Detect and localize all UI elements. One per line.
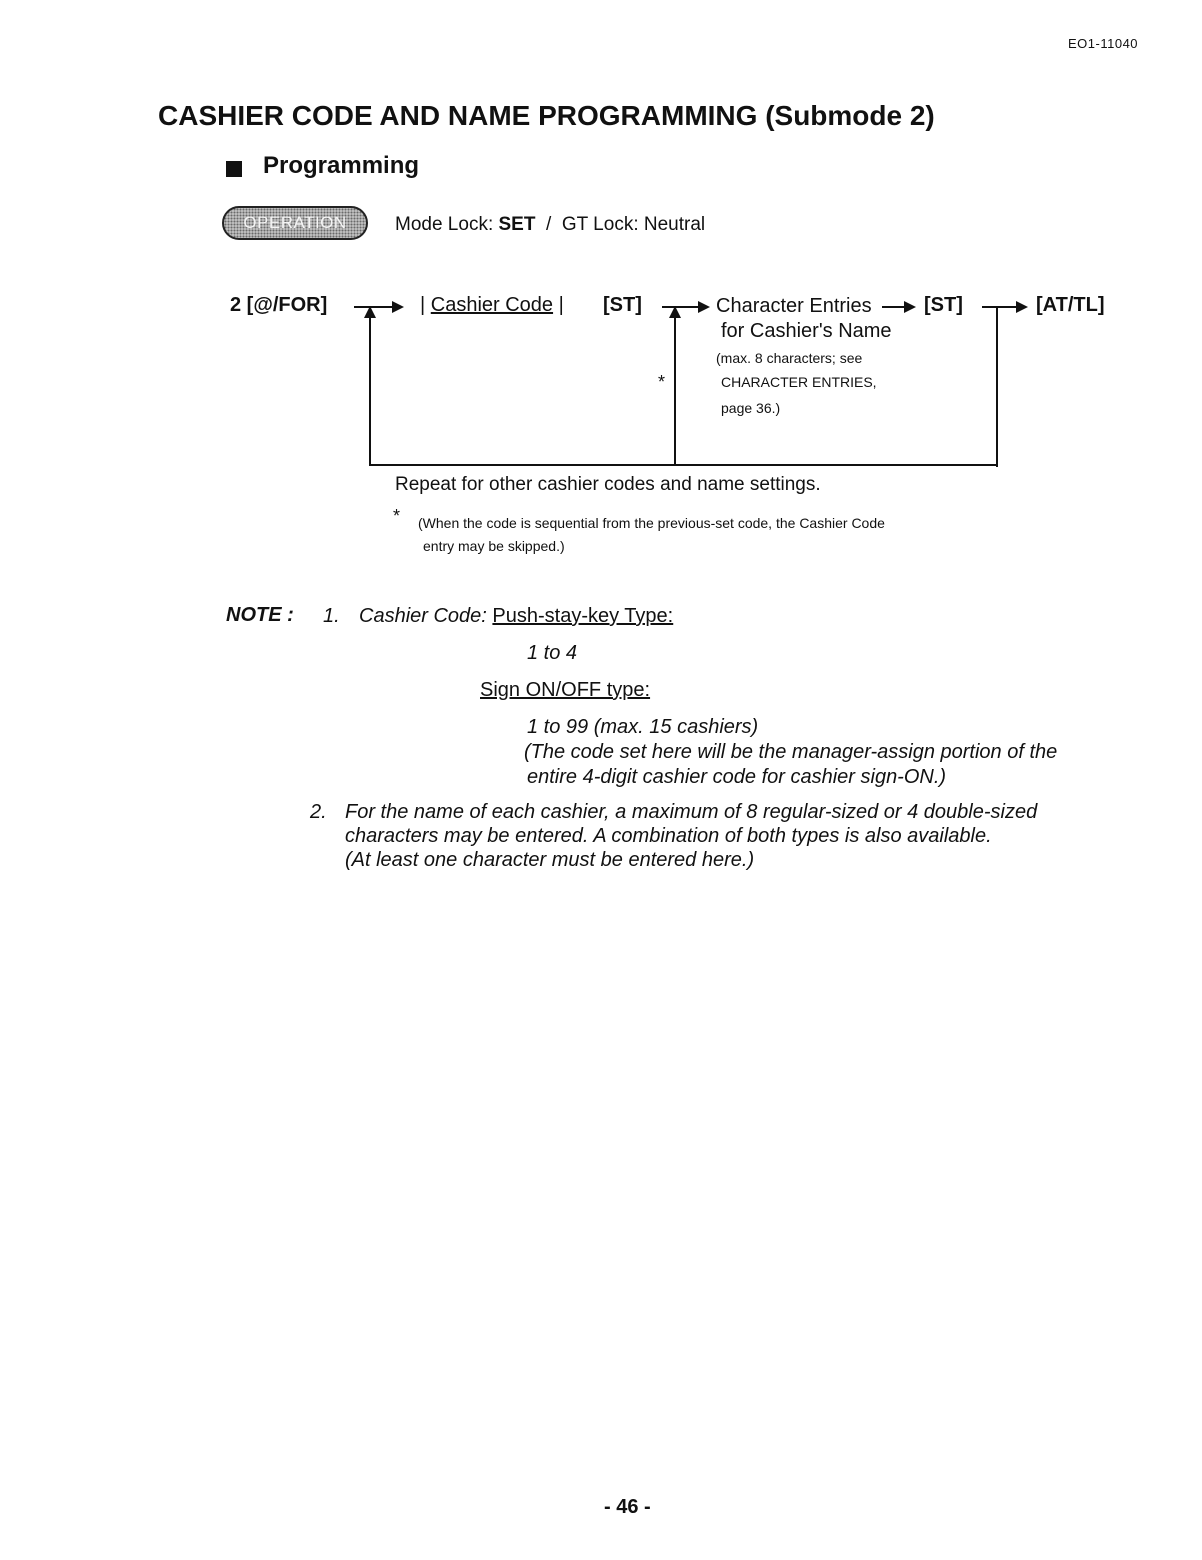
page-title: CASHIER CODE AND NAME PROGRAMMING (Submode 2) xyxy=(158,100,935,131)
note-label: NOTE : xyxy=(226,604,294,626)
footnote-asterisk: * xyxy=(393,506,401,526)
flow-end-key: [AT/TL] xyxy=(1036,294,1105,316)
note-item-1-line xyxy=(359,605,673,628)
mode-lock-prefix: Mode Lock: xyxy=(395,214,499,235)
square-bullet-icon xyxy=(226,161,242,177)
flow-start-key: 2 [@/FOR] xyxy=(230,294,328,316)
cashier-code-label: Cashier Code xyxy=(430,294,554,316)
footnote-line-2: entry may be skipped.) xyxy=(423,538,565,554)
cashier-code-box: | Cashier Code | xyxy=(420,294,564,316)
arrow-right-icon xyxy=(904,301,916,313)
push-stay-key-type-label: Push-stay-key Type: xyxy=(492,605,674,627)
flow-st-key-2: [ST] xyxy=(924,294,963,316)
document-id: EO1-11040 xyxy=(1068,36,1139,51)
repeat-text: Repeat for other cashier codes and name settings. xyxy=(395,474,821,495)
loop-line-middle xyxy=(674,316,676,466)
cashier-code-prefix: Cashier Code: xyxy=(359,605,487,627)
character-entries-label-2: for Cashier's Name xyxy=(721,320,892,342)
arrow-right-icon xyxy=(392,301,404,313)
arrow-right-icon xyxy=(698,301,710,313)
flow-st-key-1: [ST] xyxy=(603,294,642,316)
note-item-2-number: 2. xyxy=(310,801,327,823)
gt-lock-text: GT Lock: Neutral xyxy=(561,214,706,235)
operation-badge: OPERATION xyxy=(222,206,368,240)
character-note-1: (max. 8 characters; see xyxy=(716,350,863,366)
section-heading: Programming xyxy=(263,152,420,179)
character-note-3: page 36.) xyxy=(721,400,781,416)
page-number: - 46 - xyxy=(604,1496,651,1518)
sign-on-off-type-label: Sign ON/OFF type: xyxy=(480,679,651,701)
character-note-2: CHARACTER ENTRIES, xyxy=(721,374,877,390)
mode-separator: / xyxy=(546,214,552,235)
skip-asterisk: * xyxy=(658,372,666,392)
character-entries-label: Character Entries xyxy=(716,295,872,317)
loop-line-bottom xyxy=(369,464,998,466)
note-item-2-line-1: For the name of each cashier, a maximum of 8 regular-sized or 4 double-sized xyxy=(345,801,1038,823)
note-item-2-line-2: characters may be entered. A combination of both types is also available. xyxy=(345,825,992,847)
note-item-1-number: 1. xyxy=(323,605,340,627)
push-stay-key-range: 1 to 4 xyxy=(527,642,578,664)
flow-arrow-line xyxy=(982,306,1020,308)
sign-on-off-range: 1 to 99 (max. 15 cashiers) xyxy=(527,716,759,738)
mode-lock-line xyxy=(395,214,705,236)
note-item-2-line-3: (At least one character must be entered here.) xyxy=(345,849,755,871)
footnote-line-1: (When the code is sequential from the previous-set code, the Cashier Code xyxy=(418,515,885,531)
loop-line-left xyxy=(369,316,371,466)
sign-on-off-note-1: (The code set here will be the manager-assign portion of the xyxy=(524,741,1058,763)
sign-on-off-note-2: entire 4-digit cashier code for cashier sign-ON.) xyxy=(527,766,947,788)
arrow-right-icon xyxy=(1016,301,1028,313)
mode-lock-value: SET xyxy=(498,214,536,235)
loop-line-right xyxy=(996,306,998,467)
